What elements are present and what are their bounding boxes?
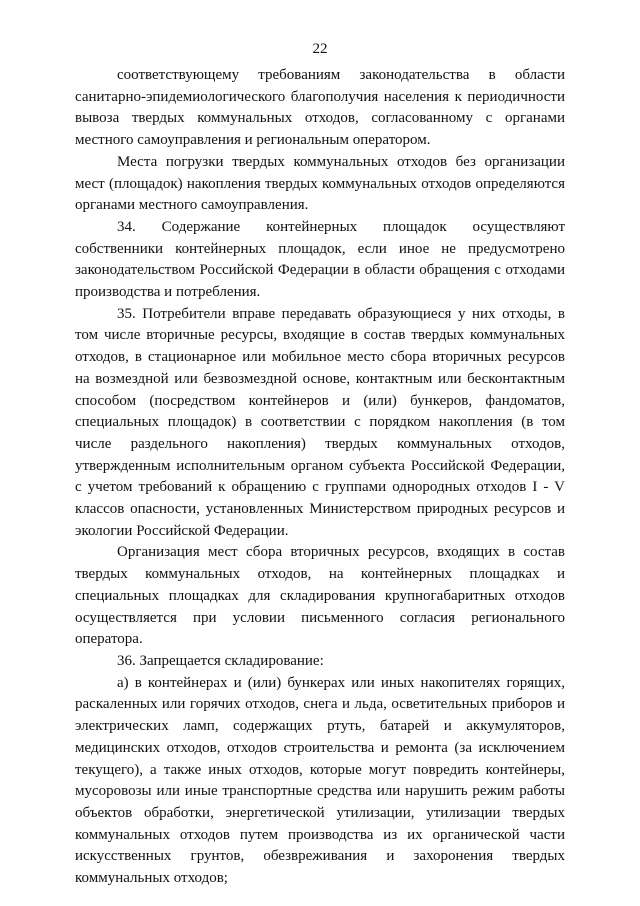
paragraph-secondary-resources: Организация мест сбора вторичных ресурсов, входящих в состав твердых коммунальных отходов, на контейнерных площадках и специальных площадках для складирования крупногабаритных отходов осуществляется при условии письменного согласия регионального оператора. [75, 544, 565, 648]
paragraph-loading-places: Места погрузки твердых коммунальных отходов без организации мест (площадок) накопления твердых коммунальных отходов определяются органами местного самоуправления. [75, 153, 565, 214]
paragraph-item-36: 36. Запрещается складирование: [117, 652, 324, 669]
paragraph-collection-schedule: соответствующему требованиям законодательства в области санитарно-эпидемиологического благополучия населения к периодичности вывоза твердых коммунальных отходов, согласованному с органами местного самоуправления и региональным оператором. [75, 67, 565, 149]
paragraph-item-34: 34. Содержание контейнерных площадок осуществляют собственники контейнерных площадок, если иное не предусмотрено законодательством Российской Федерации в области обращения с отходами производства и потребления. [75, 218, 565, 301]
paragraph-item-35: 35. Потребители вправе передавать образующиеся у них отходы, в том числе вторичные ресурсы, входящие в состав твердых коммунальных отходов, в стационарное или мобильное место сбора вторичных ресурсов на возмездной или безвозмездной основе, контактным или бесконтактным способом (посредством контейнеров и (или) бункеров, фандоматов, специальных площадок) в соответствии с порядком накопления (в том числе раздельного накопления) твердых коммунальных отходов, утвержденным исполнительным органом субъекта Российской Федерации, с учетом требований к обращению с группами однородных отходов I - V классов опасности, установленных Министерством природных ресурсов и экологии Российской Федерации. [75, 305, 565, 539]
page-number: 22 [312, 41, 328, 57]
paragraph-item-36-a: а) в контейнерах и (или) бункерах или иных накопителях горящих, раскаленных или горячих отходов, снега и льда, осветительных приборов и электрических ламп, содержащих ртуть, батарей и аккумуляторов, медицинских отходов, отходов строительства и ремонта (за исключением текущего), а также иных отходов, которые могут повредить контейнеры, мусоровозы или иные транспортные средства или нарушить режим работы объектов обработки, энергетической утилизации, утилизации твердых коммунальных отходов путем производства из их органической части искусственных грунтов, обезвреживания и захоронения твердых коммунальных отходов; [75, 674, 565, 887]
document-body [75, 65, 565, 890]
